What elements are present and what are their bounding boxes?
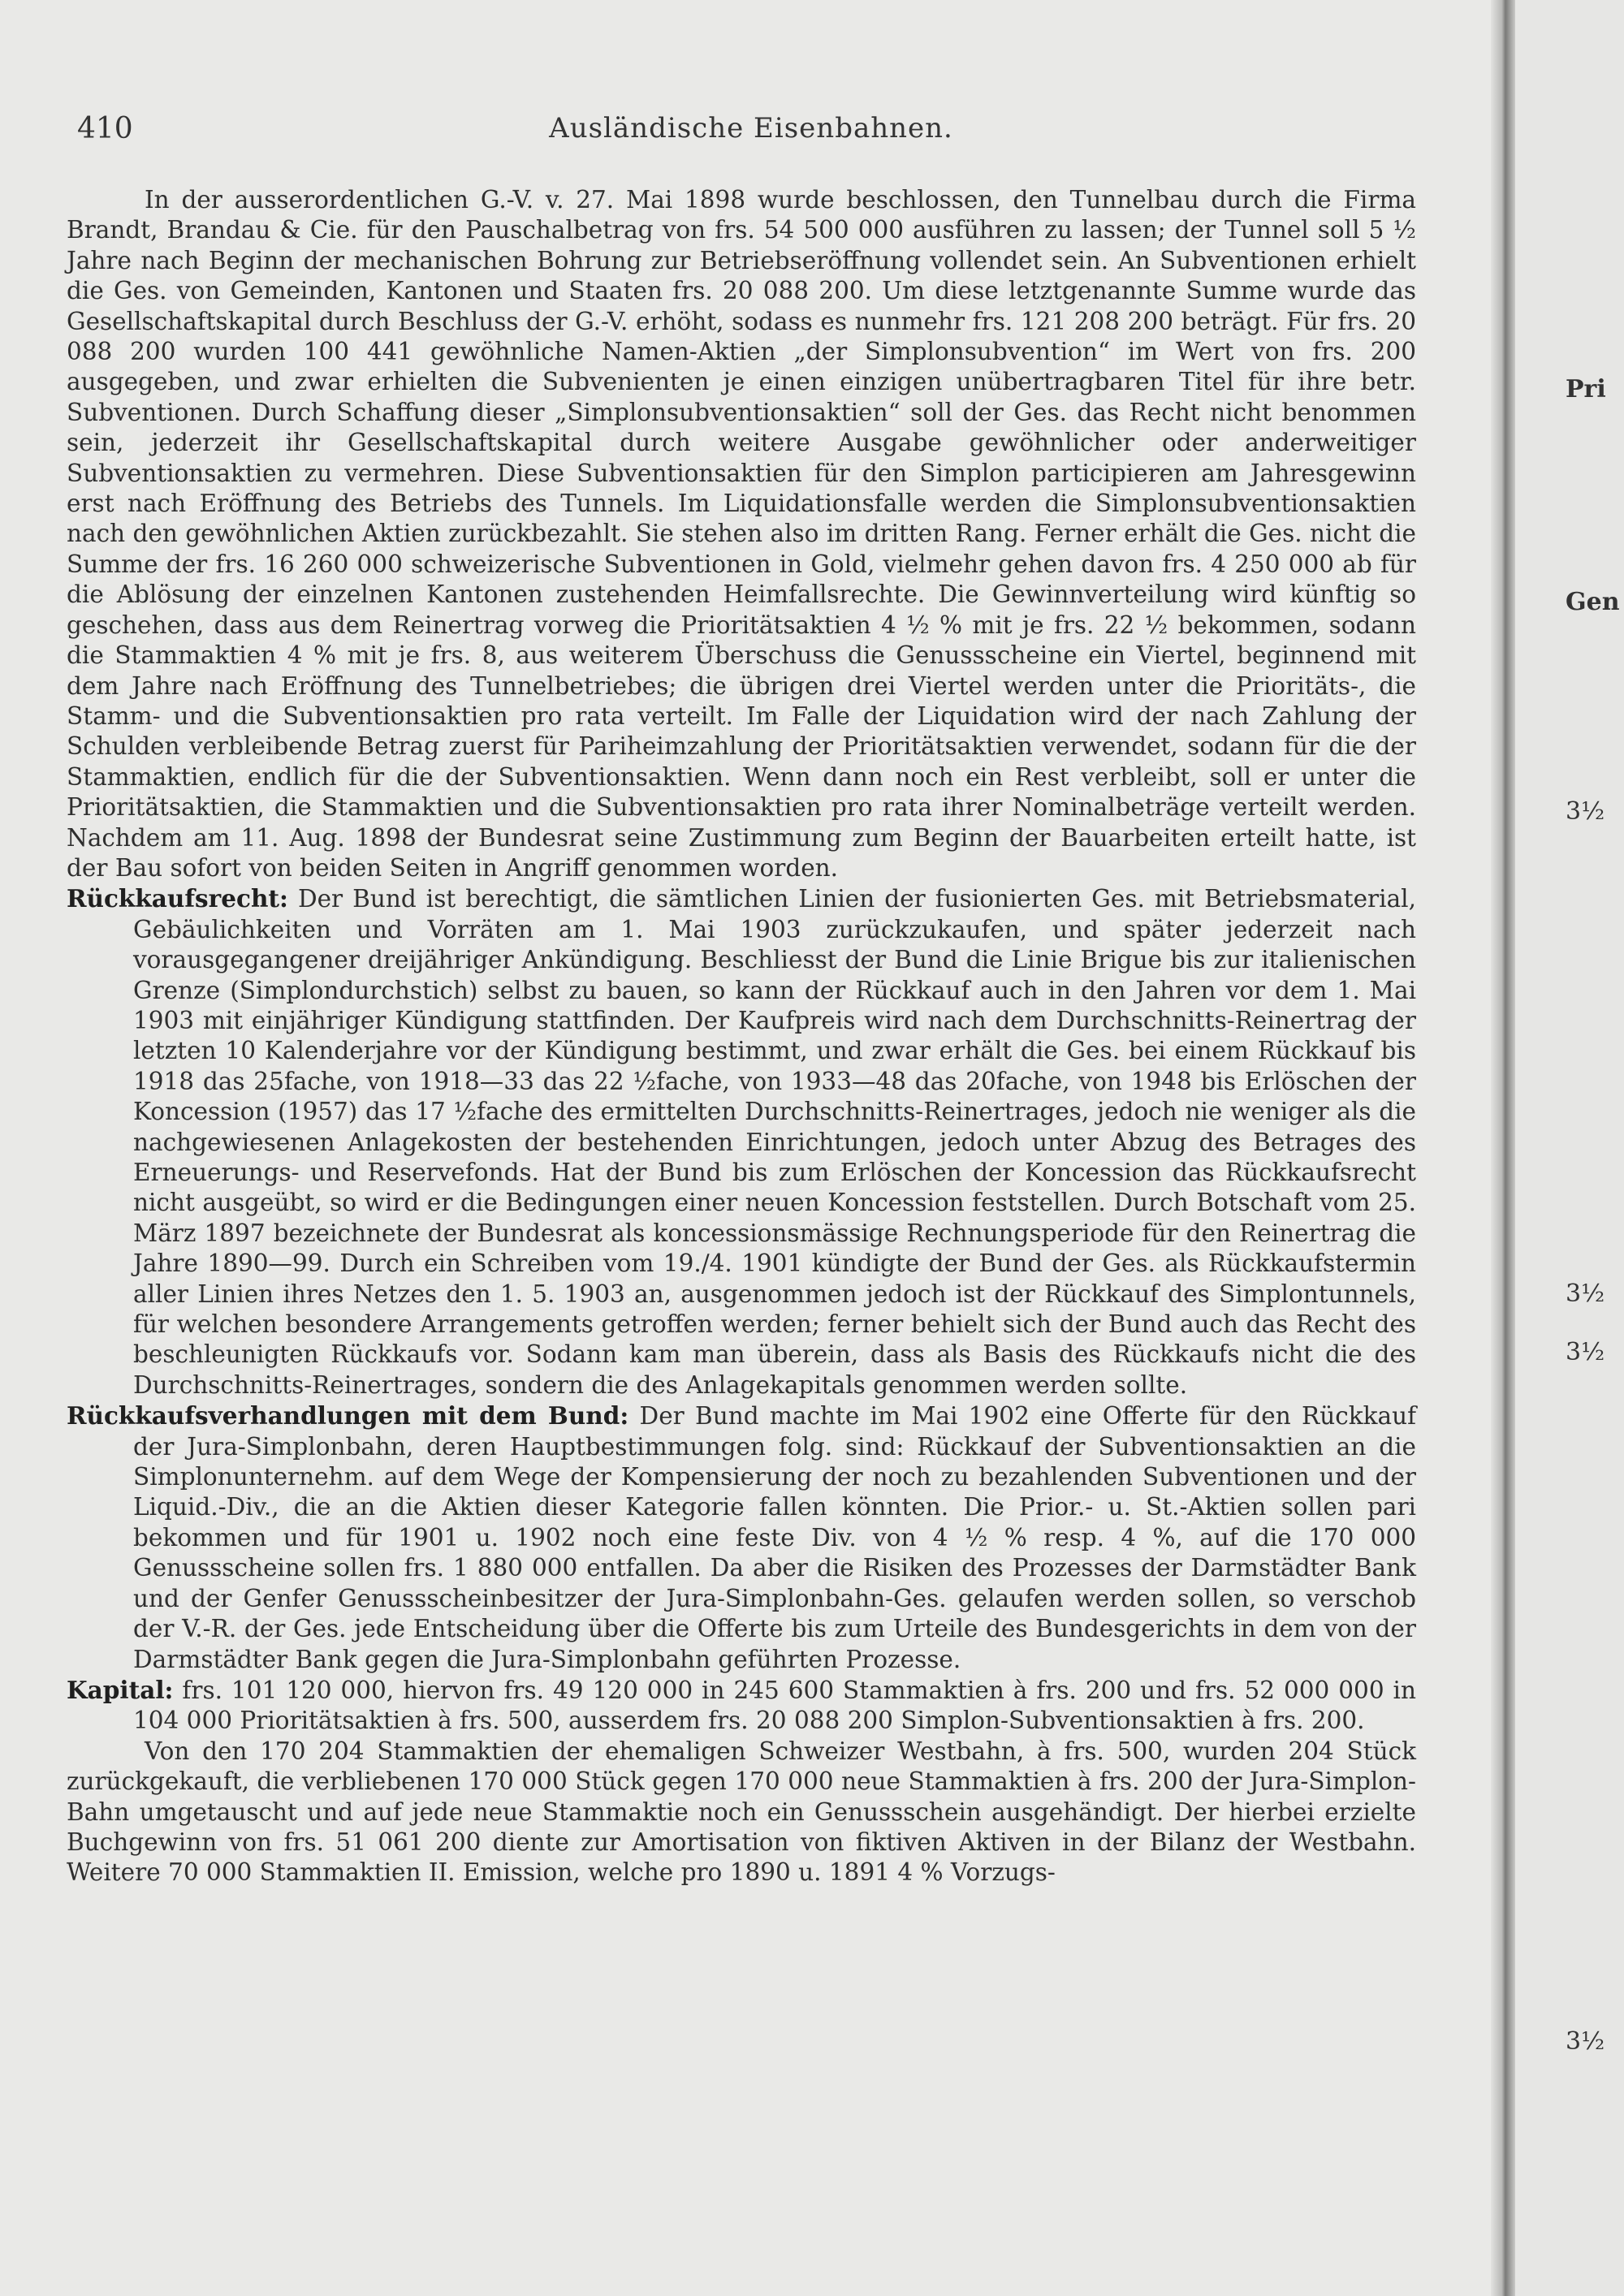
adjacent-page-fragment: 3½	[1566, 2027, 1605, 2056]
section-kapital	[67, 1675, 1416, 1737]
paragraph-stammaktien	[67, 1737, 1416, 1888]
adjacent-page-fragment: 3½	[1566, 797, 1605, 826]
adjacent-page-fragment: Gen	[1566, 588, 1620, 616]
page-number: 410	[77, 112, 133, 145]
section-heading: Rückkaufsrecht:	[67, 884, 288, 913]
section-text: Der Bund machte im Mai 1902 eine Offerte für den Rückkauf der Jura-Simplonbahn, deren Hauptbestimmungen folg. sind: Rückkauf der Subventionsaktien an die Simplonunternehm. auf dem Wege der Kompensierung der noch zu bezahlenden Subventionen und der Liquid.-Div., die an die Aktien dieser Kategorie fallen könnten. Die Prior.- u. St.-Aktien sollen pari bekommen und für 1901 u. 1902 noch eine feste Div. von 4 ½ % resp. 4 %, auf die 170 000 Genussscheine sollen frs. 1 880 000 entfallen. Da aber die Risiken des Prozesses der Darmstädter Bank und der Genfer Genussscheinbesitzer der Jura-Simplonbahn-Ges. gelaufen werden sollen, so verschob der V.-R. der Ges. jede Entscheidung über die Offerte bis zum Urteile des Bundesgerichts in dem von der Darmstädter Bank gegen die Jura-Simplonbahn geführten Prozesse.	[133, 1402, 1416, 1673]
adjacent-page-fragment: 3½	[1566, 1280, 1605, 1308]
book-gutter	[1491, 0, 1515, 2296]
body-text	[67, 185, 1416, 1888]
section-text: Der Bund ist berechtigt, die sämtlichen Linien der fusionierten Ges. mit Betriebsmaterial, Gebäulichkeiten und Vorräten am 1. Mai 1903 zurückzukaufen, und später jederzeit nach vorausgegangener dreijähriger Ankündigung. Beschliesst der Bund die Linie Brigue bis zur italienischen Grenze (Simplondurchstich) selbst zu bauen, so kann der Rückkauf auch in den Jahren vor dem 1. Mai 1903 mit einjähriger Kündigung stattfinden. Der Kaufpreis wird nach dem Durchschnitts-Reinertrag der letzten 10 Kalenderjahre vor der Kündigung bestimmt, und zwar erhält die Ges. bei einem Rückkauf bis 1918 das 25fache, von 1918—33 das 22 ½fache, von 1933—48 das 20fache, von 1948 bis Erlöschen der Koncession (1957) das 17 ½fache des ermittelten Durchschnitts-Reinertrages, jedoch nie weniger als die nachgewiesenen Anlagekosten der bestehenden Einrichtungen, jedoch unter Abzug des Betrages des Erneuerungs- und Reservefonds. Hat der Bund bis zum Erlöschen der Koncession das Rückkaufsrecht nicht ausgeübt, so wird er die Bedingungen einer neuen Koncession feststellen. Durch Botschaft vom 25. März 1897 bezeichnete der Bundesrat als koncessionsmässige Rechnungsperiode für den Reinertrag die Jahre 1890—99. Durch ein Schreiben vom 19./4. 1901 kündigte der Bund der Ges. als Rückkaufstermin aller Linien ihres Netzes den 1. 5. 1903 an, ausgenommen jedoch ist der Rückkauf des Simplontunnels, für welchen besondere Arrangements getroffen werden; ferner behielt sich der Bund auch das Recht des beschleunigten Rückkaufs vor. Sodann kam man überein, dass als Basis des Rückkaufs nicht die des Durchschnitts-Reinertrages, sondern die des Anlagekapitals genommen werden sollte.	[133, 885, 1416, 1399]
page-header	[77, 112, 1425, 148]
running-title: Ausländische Eisenbahnen.	[549, 112, 953, 145]
paragraph-text: In der ausserordentlichen G.-V. v. 27. Mai 1898 wurde beschlossen, den Tunnelbau durch die Firma Brandt, Brandau & Cie. für den Pauschalbetrag von frs. 54 500 000 ausführen zu lassen; der Tunnel soll 5 ½ Jahre nach Beginn der mechanischen Bohrung zur Betriebseröffnung vollendet sein. An Subventionen erhielt die Ges. von Gemeinden, Kantonen und Staaten frs. 20 088 200. Um diese letztgenannte Summe wurde das Gesellschaftskapital durch Beschluss der G.-V. erhöht, sodass es nunmehr frs. 121 208 200 beträgt. Für frs. 20 088 200 wurden 100 441 gewöhnliche Namen-Aktien „der Simplonsubvention“ im Wert von frs. 200 ausgegeben, und zwar erhielten die Subvenienten je einen einzigen unübertragbaren Titel für ihre betr. Subventionen. Durch Schaffung dieser „Simplonsubventionsaktien“ soll der Ges. das Recht nicht benommen sein, jederzeit ihr Gesellschaftskapital durch weitere Ausgabe gewöhnlicher oder anderweitiger Subventionsaktien zu vermehren. Diese Subventionsaktien für den Simplon participieren am Jahresgewinn erst nach Eröffnung des Betriebs des Tunnels. Im Liquidationsfalle werden die Simplonsubventionsaktien nach den gewöhnlichen Aktien zurückbezahlt. Sie stehen also im dritten Rang. Ferner erhält die Ges. nicht die Summe der frs. 16 260 000 schweizerische Subventionen in Gold, vielmehr gehen davon frs. 4 250 000 ab für die Ablösung der einzelnen Kantonen zustehenden Heimfallsrechte. Die Gewinnverteilung wird künftig so geschehen, dass aus dem Reinertrag vorweg die Prioritätsaktien 4 ½ % mit je frs. 22 ½ bekommen, sodann die Stammaktien 4 % mit je frs. 8, aus weiterem Überschuss die Genussscheine ein Viertel, beginnend mit dem Jahre nach Eröffnung des Tunnelbetriebes; die übrigen drei Viertel werden unter die Prioritäts-, die Stamm- und die Subventionsaktien pro rata verteilt. Im Falle der Liquidation wird der nach Zahlung der Schulden verbleibende Betrag zuerst für Pariheimzahlung der Prioritätsaktien verwendet, sodann für die der Stammaktien, endlich für die der Subventionsaktien. Wenn dann noch ein Rest verbleibt, soll er unter die Prioritätsaktien, die Stammaktien und die Subventionsaktien pro rata ihrer Nominalbeträge verteilt werden. Nachdem am 11. Aug. 1898 der Bundesrat seine Zustimmung zum Beginn der Bauarbeiten erteilt hatte, ist der Bau sofort von beiden Seiten in Angriff genommen worden.	[67, 186, 1416, 882]
paragraph-tunnelbau	[67, 185, 1416, 883]
adjacent-page-fragment: Pri	[1566, 375, 1606, 404]
paragraph-text: Von den 170 204 Stammaktien der ehemaligen Schweizer Westbahn, à frs. 500, wurden 204 Stück zurückgekauft, die verbliebenen 170 000 Stück gegen 170 000 neue Stammaktien à frs. 200 der Jura-Simplon-Bahn umgetauscht und auf jede neue Stammaktie noch ein Genussschein ausgehändigt. Der hierbei erzielte Buchgewinn von frs. 51 061 200 diente zur Amortisation von fiktiven Aktiven in der Bilanz der Westbahn. Weitere 70 000 Stammaktien II. Emission, welche pro 1890 u. 1891 4 % Vorzugs-	[67, 1737, 1416, 1887]
section-heading: Rückkaufsverhandlungen mit dem Bund:	[67, 1401, 629, 1431]
adjacent-page-fragment: 3½	[1566, 1338, 1605, 1366]
adjacent-page	[1515, 0, 1624, 2296]
section-rueckkaufsrecht	[67, 883, 1416, 1400]
section-text: frs. 101 120 000, hiervon frs. 49 120 000 in 245 600 Stammaktien à frs. 200 und frs. 52 000 000 in 104 000 Prioritätsaktien à frs. 500, ausserdem frs. 20 088 200 Simplon-Subventionsaktien à frs. 200.	[133, 1676, 1416, 1735]
section-rueckkaufsverhandlungen	[67, 1400, 1416, 1675]
section-heading: Kapital:	[67, 1675, 174, 1704]
